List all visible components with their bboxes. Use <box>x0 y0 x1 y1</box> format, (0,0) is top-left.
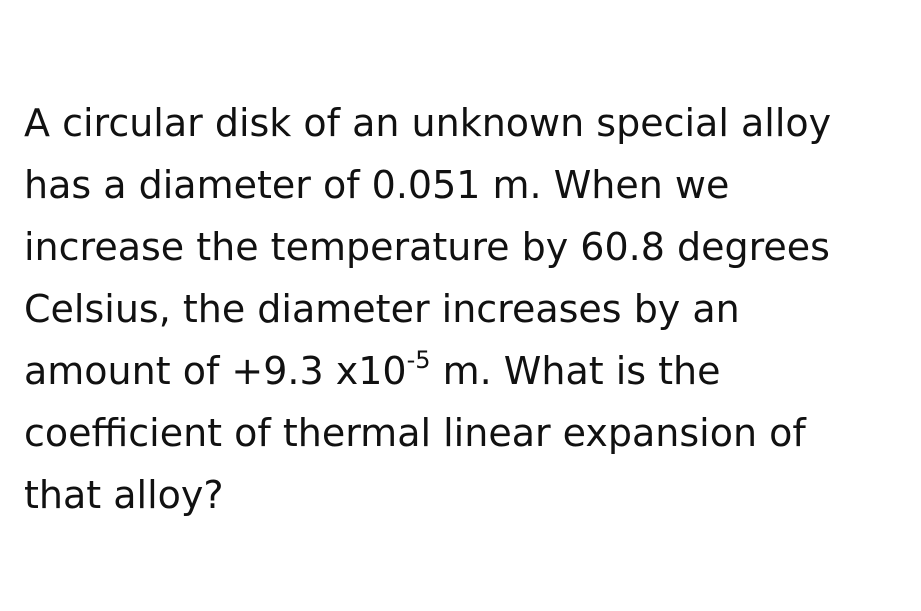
question-line-2: has a diameter of 0.051 m. When we <box>24 163 730 207</box>
question-text <box>24 92 904 526</box>
exponent-superscript: -5 <box>406 346 431 374</box>
question-line-5-lead: amount of +9.3 x10 <box>24 349 407 393</box>
question-line-1: A circular disk of an unknown special alloy <box>24 101 832 145</box>
question-line-5 <box>24 340 904 402</box>
question-line-3: increase the temperature by 60.8 degrees <box>24 225 830 269</box>
question-line-5-tail: m. What is the <box>430 349 721 393</box>
question-line-6: coefficient of thermal linear expansion of <box>24 411 806 455</box>
question-line-7: that alloy? <box>24 473 224 517</box>
question-line-4: Celsius, the diameter increases by an <box>24 287 740 331</box>
